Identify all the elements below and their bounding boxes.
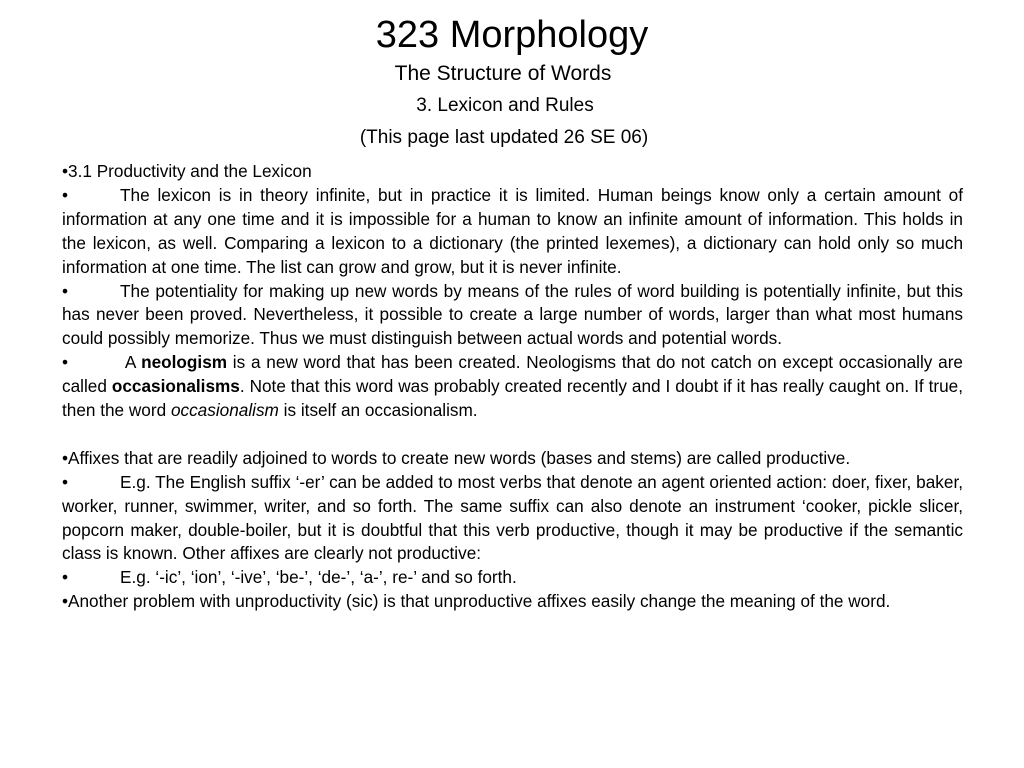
bullet: • [62, 471, 69, 492]
paragraph-productivity-heading: •3.1 Productivity and the Lexicon [62, 161, 312, 181]
page-title: 323 Morphology [375, 14, 649, 56]
bullet: • [62, 447, 69, 468]
body-text [62, 160, 963, 614]
bullet: • [62, 161, 69, 181]
term-neologism: neologism [141, 352, 228, 373]
paragraph-productive-affixes: •Affixes that are readily adjoined to words to create new words (bases and stems) are called productive. [62, 447, 851, 468]
paragraph-unproductivity: •Another problem with unproductivity (sic) is that unproductive affixes easily change the meaning of the word. [62, 591, 891, 612]
paragraph-potentiality: • The potentiality for making up new words by means of the rules of word building is potentially infinite, but this has never been proved. Nevertheless, it possible to create a large number of words, larger than what most humans could possibly memorize. Thus we must distinguish between actual words and potential words. [62, 280, 963, 349]
bullet: • [62, 352, 69, 373]
paragraph-unproductive-examples: • E.g. ‘-ic’, ‘ion’, ‘-ive’, ‘be-’, ‘de-’, ‘a-’, re-’ and so forth. [62, 567, 517, 588]
paragraph-er-suffix: • E.g. The English suffix ‘-er’ can be added to most verbs that denote an agent oriented action: doer, fixer, baker, worker, runner, swimmer, writer, and so forth. The same suffix can also denote an instrument ‘cooker, pickle slicer, popcorn maker, double-boiler, but it is doubtful that this verb productive, though it may be productive if the semantic class is known. Other affixes are clearly not productive: [62, 471, 963, 564]
term-occasionalisms: occasionalisms [111, 376, 240, 397]
bullet: • [62, 184, 69, 205]
bullet: • [62, 280, 69, 301]
bullet: • [62, 567, 69, 588]
subtitle: The Structure of Words [394, 62, 612, 85]
paragraph-spacer [62, 423, 963, 447]
last-updated-note: (This page last updated 26 SE 06) [359, 127, 649, 148]
term-occasionalism: occasionalism [170, 400, 279, 421]
paragraph-neologism: • A neologism is a new word that has been created. Neologisms that do not catch on except occasionally are called occasionalisms. Note that this word was probably created recently and I doubt if it has really caught on. If true, then the word occasionalism is itself an occasionalism. [62, 352, 964, 421]
paragraph-lexicon-infinite: • The lexicon is in theory infinite, but in practice it is limited. Human beings know only a certain amount of information at any one time and it is impossible for a human to know an infinite amount of information. This holds in the lexicon, as well. Comparing a lexicon to a dictionary (the printed lexemes), a dictionary can hold only so much information at one time. The list can grow and grow, but it is never infinite. [62, 184, 963, 277]
bullet: • [62, 591, 69, 612]
section-heading: 3. Lexicon and Rules [416, 95, 594, 116]
